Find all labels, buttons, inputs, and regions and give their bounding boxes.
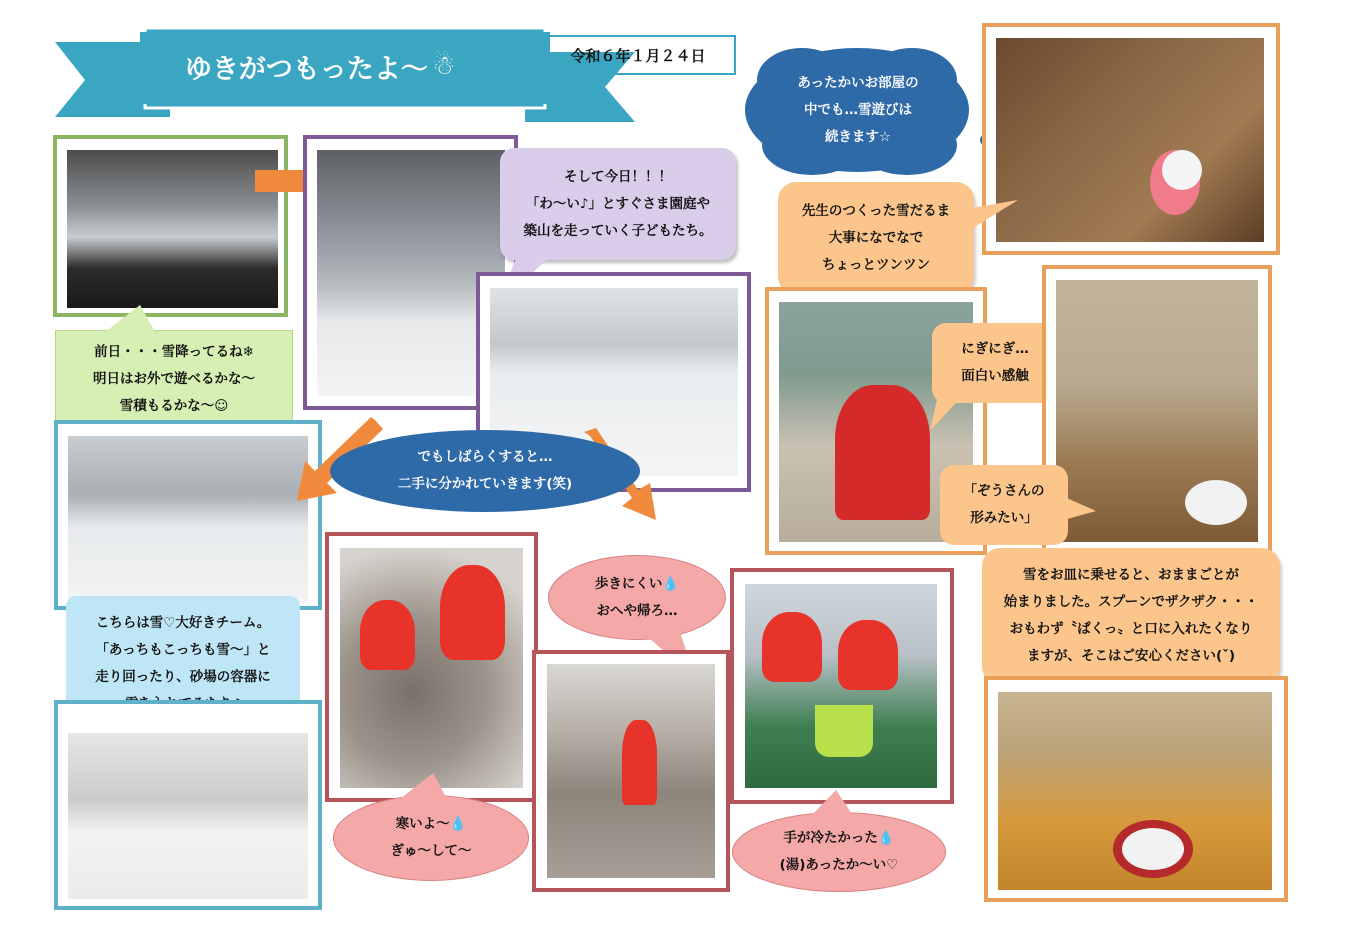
photo-yesterday-window (67, 150, 278, 308)
date-box: 令和６年１月２４日 (540, 35, 736, 75)
bubble-hard-walk: 歩きにくい💧 おへや帰ろ… (548, 555, 726, 640)
red-hat-1 (360, 600, 415, 670)
bubble-yesterday-tail (95, 305, 165, 335)
bubble-cold-hands: 手が冷たかった💧 (湯)あったか〜い♡ (732, 812, 946, 892)
bubble-cold-tail (395, 773, 455, 801)
red-hat-2 (440, 565, 505, 660)
bubble-snowman-tail (960, 200, 1020, 240)
bubble-nigi: にぎにぎ… 面白い感触 (932, 323, 1058, 403)
snowman-icon: ☃ (431, 51, 456, 81)
bubble-snowman: 先生のつくった雪だるま 大事になでなで ちょっとツンツン (778, 182, 974, 294)
bubble-cold: 寒いよ〜💧 ぎゅ〜して〜 (333, 795, 529, 881)
photo-snowman-table (996, 38, 1264, 242)
bubble-elephant-tail (1060, 495, 1100, 529)
photo-snowteam-playing (68, 436, 308, 602)
red-hat-3 (762, 612, 822, 682)
bubble-indoor: あったかいお部屋の 中でも…雪遊びは 続きます☆ (797, 74, 919, 145)
bubble-split: でもしばらくすると… 二手に分かれていきます(笑) (330, 430, 640, 512)
page-title: ゆきがつもったよ〜 ☃ (184, 51, 456, 85)
snow-plate (1185, 480, 1247, 525)
bubble-nigi-tail (928, 395, 968, 435)
green-bucket (815, 705, 873, 757)
boy-shirt (835, 385, 930, 520)
child-walking (622, 720, 657, 805)
bubble-cold-hands-tail (808, 790, 858, 816)
plate-snow (1122, 828, 1184, 870)
red-hat-4 (838, 620, 898, 690)
bubble-plate: 雪をお皿に乗せると、おままごとが 始まりました。スプーンでザクザク・・・ おもわず〝ぱくっ〟と口に入れたくなり ますが、そこはご安心ください(ˇ) (982, 548, 1280, 684)
bubble-yesterday: 前日・・・雪降ってるね❄ 明日はお外で遊べるかな〜 雪積もるかな〜☺ (55, 330, 293, 428)
bubble-today: そして今日！！！ 「わ〜い♪」とすぐさま園庭や 築山を走っていく子どもたち。 (500, 148, 736, 260)
snowman-figure (1162, 150, 1202, 190)
bubble-elephant: 「ぞうさんの 形みたい」 (940, 465, 1068, 545)
bubble-snow-team: こちらは雪♡大好きチーム。 「あっちもこっちも雪〜」と 走り回ったり、砂場の容器に (66, 596, 300, 732)
photo-snowteam-sandbox (68, 733, 308, 899)
